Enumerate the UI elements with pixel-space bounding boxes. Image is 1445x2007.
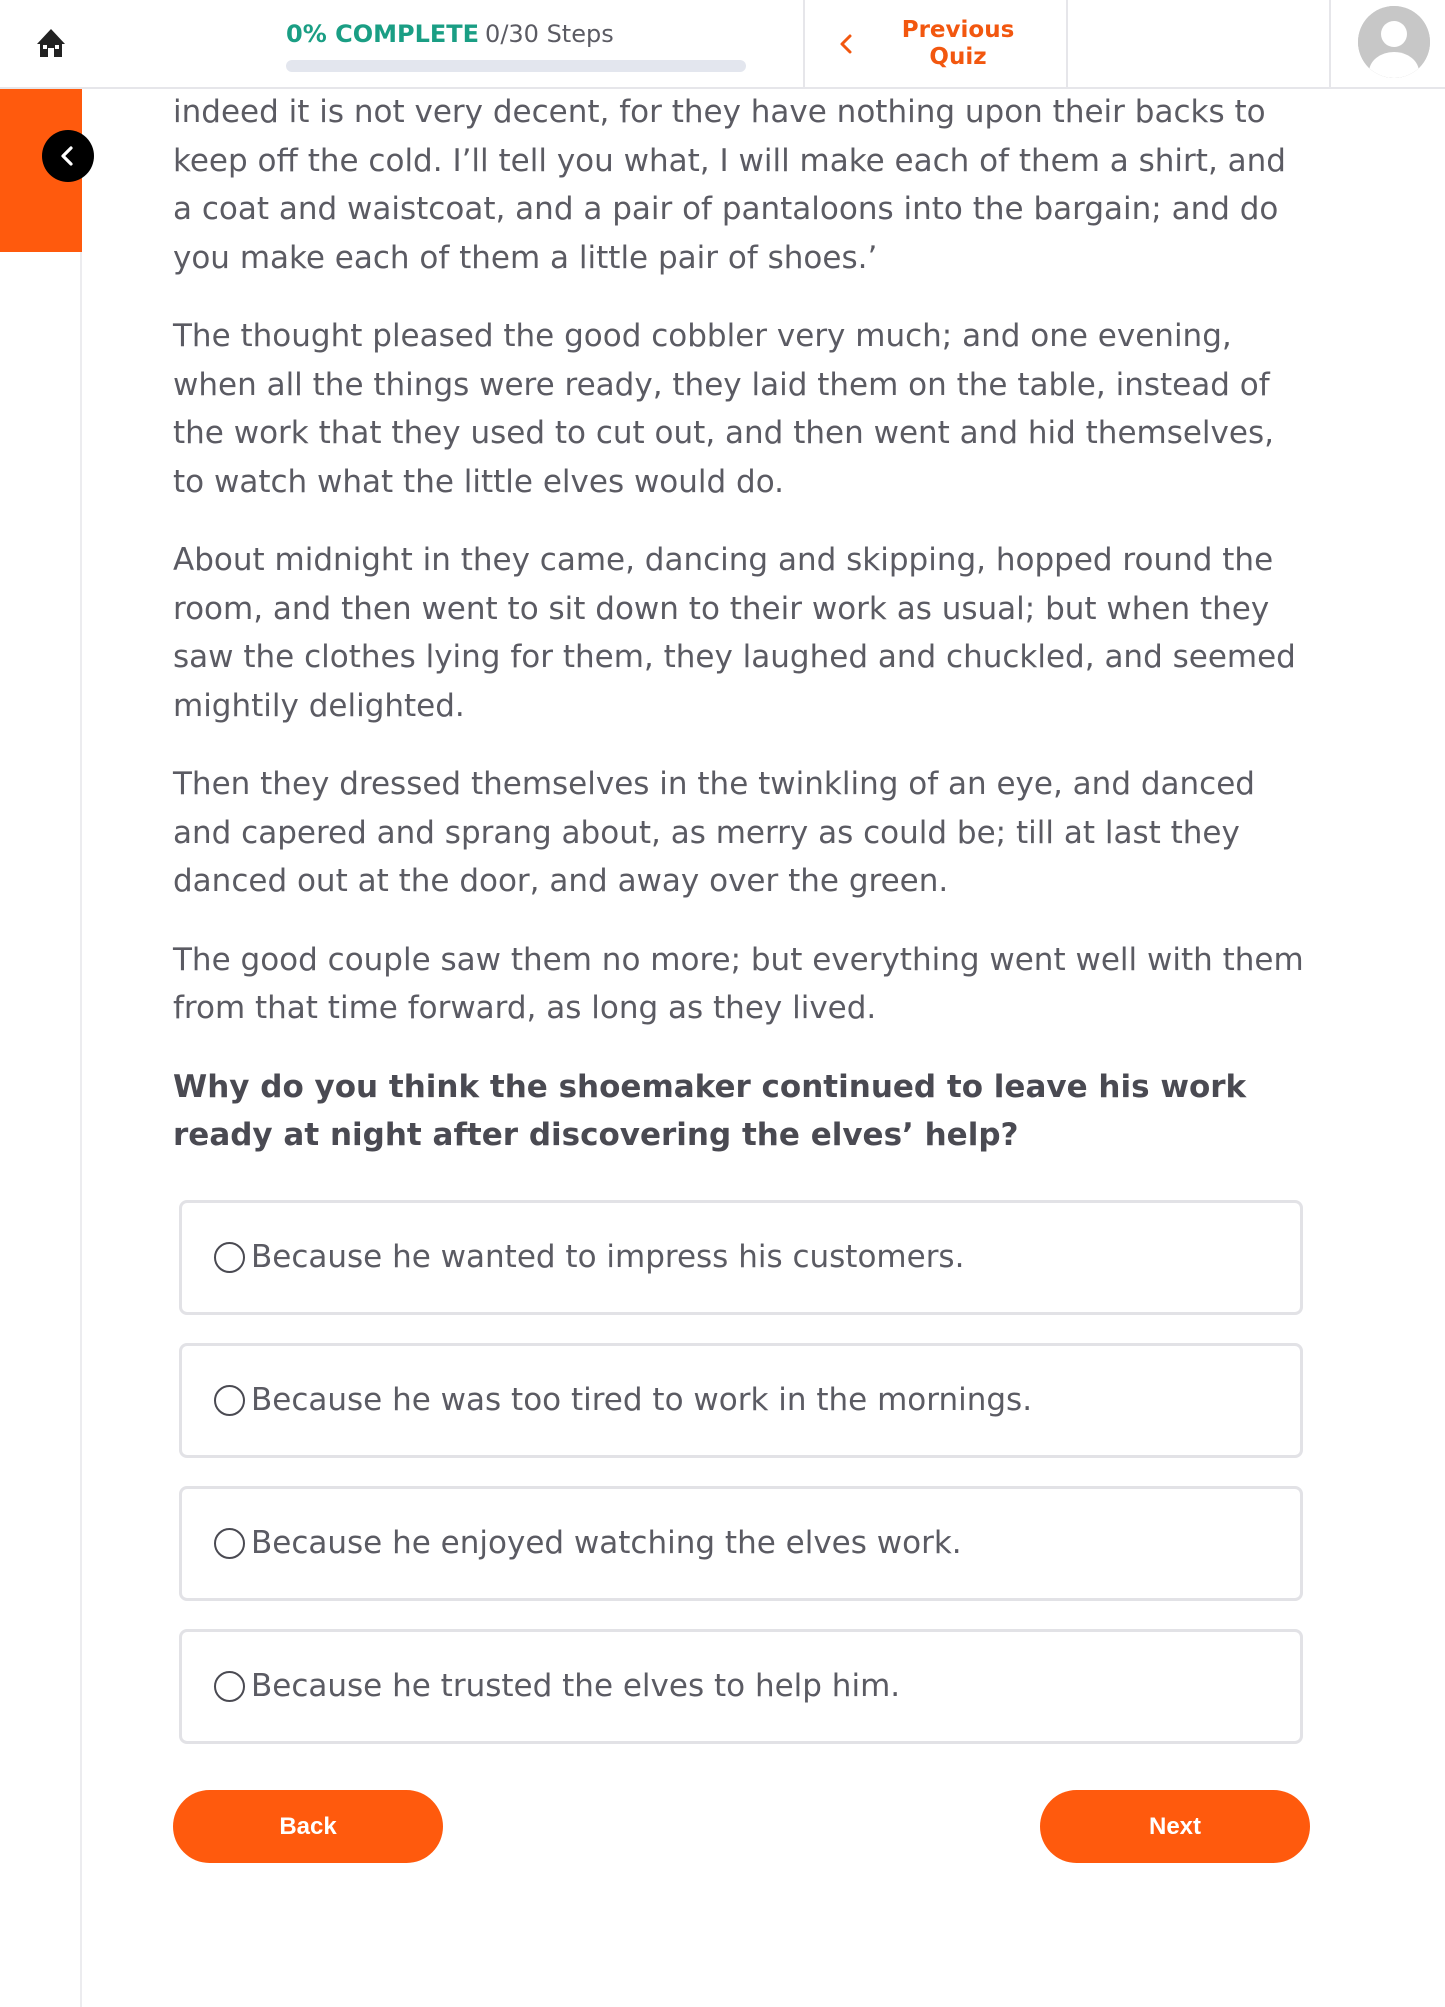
sidebar-back-button[interactable] [42, 130, 94, 182]
back-button[interactable]: Back [173, 1790, 443, 1863]
answer-option-label: Because he trusted the elves to help him. [251, 1668, 901, 1704]
answer-option-label: Because he enjoyed watching the elves work. [251, 1525, 962, 1561]
story-paragraph: About midnight in they came, dancing and skipping, hopped round the room, and then went to sit down to their work as usual; but when they saw the clothes lying for them, they laughed and chuckled, and seemed mightily delighted. [173, 542, 1296, 724]
answer-option[interactable] [179, 1486, 1303, 1601]
logo-icon[interactable] [34, 26, 68, 60]
quiz-question: Why do you think the shoemaker continued to leave his work ready at night after discovering the elves’ help? [173, 1068, 1247, 1153]
next-button[interactable]: Next [1040, 1790, 1310, 1863]
progress-steps: 0/30 Steps [485, 20, 614, 48]
progress-bar [286, 60, 746, 72]
header-divider [1329, 0, 1331, 89]
lesson-content [173, 88, 1313, 1772]
header-divider [1066, 0, 1068, 89]
radio-unchecked-icon[interactable] [214, 1671, 245, 1702]
answer-option[interactable] [179, 1343, 1303, 1458]
previous-quiz-label: Previous Quiz [901, 17, 1015, 70]
progress-percent: 0% COMPLETE [286, 20, 480, 48]
top-header [0, 0, 1445, 89]
answer-option-label: Because he was too tired to work in the mornings. [251, 1382, 1033, 1418]
story-paragraph: The thought pleased the good cobbler very much; and one evening, when all the things were ready, they laid them on the table, instead of the work that they used to cut out, and then went and hid themselves, to watch what the little elves would do. [173, 318, 1274, 500]
story-paragraph: The good couple saw them no more; but everything went well with them from that time forward, as long as they lived. [173, 941, 1304, 1026]
chevron-left-icon [834, 31, 860, 57]
user-avatar-icon [1358, 6, 1430, 78]
previous-quiz-button[interactable] [826, 14, 1056, 74]
sidebar-divider [80, 252, 82, 2007]
answer-option[interactable] [179, 1629, 1303, 1744]
story-paragraph: indeed it is not very decent, for they have nothing upon their backs to keep off the cold. I’ll tell you what, I will make each of them a shirt, and a coat and waistcoat, and a pair of pantaloons into the bargain; and do you make each of them a little pair of shoes.’ [173, 94, 1286, 276]
header-divider [803, 0, 805, 89]
answer-option-label: Because he wanted to impress his customers. [251, 1239, 965, 1275]
chevron-left-icon [55, 143, 81, 169]
user-avatar[interactable] [1358, 6, 1430, 78]
answer-option[interactable] [179, 1200, 1303, 1315]
story-paragraph: Then they dressed themselves in the twinkling of an eye, and danced and capered and sprang about, as merry as could be; till at last they danced out at the door, and away over the green. [173, 766, 1255, 899]
radio-unchecked-icon[interactable] [214, 1528, 245, 1559]
radio-unchecked-icon[interactable] [214, 1242, 245, 1273]
course-progress [286, 18, 746, 72]
radio-unchecked-icon[interactable] [214, 1385, 245, 1416]
